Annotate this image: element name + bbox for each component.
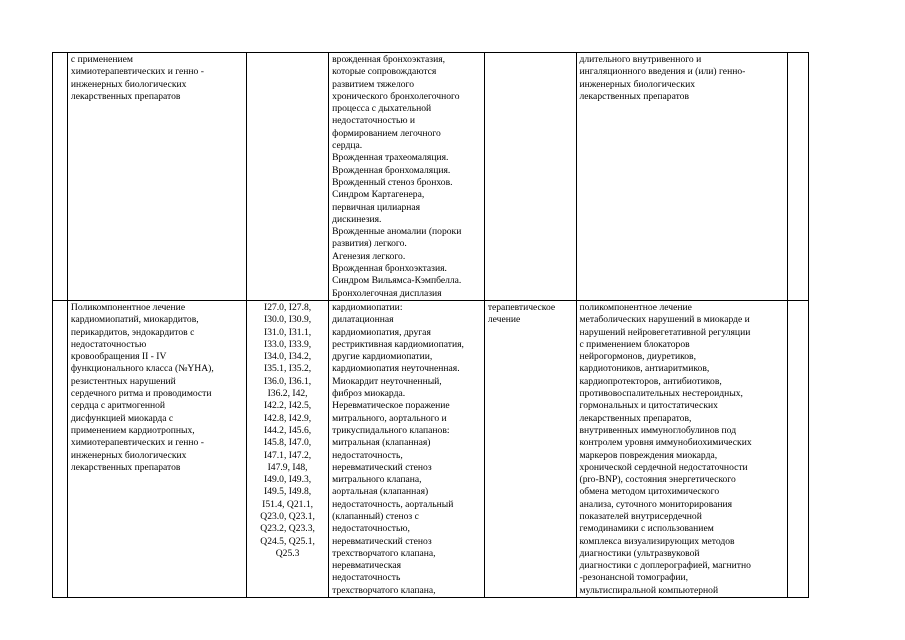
text-line: кардиопротекторов, антибиотиков, xyxy=(579,375,722,387)
text-line: I45.8, I47.0, xyxy=(264,437,312,449)
text-line: лечение xyxy=(487,314,521,326)
text-line: Поликомпонентное лечение xyxy=(70,301,186,313)
text-line: I42.8, I42.9, xyxy=(264,412,312,424)
text-line: Неревматическое поражение xyxy=(332,400,450,412)
text-line: инженерных биологических xyxy=(579,78,696,90)
text-line: лекарственных препаратов xyxy=(70,461,181,473)
text-line: Врожденные аномалии (пороки xyxy=(332,226,462,238)
text-line: (pro-BNP), состояния энергетического xyxy=(579,474,736,486)
text-line: кардиомиопатия, другая xyxy=(332,326,431,338)
icd-codes-cell xyxy=(247,300,329,597)
row-number-cell xyxy=(53,53,68,301)
text-line: внутривенных иммуноглобулинов под xyxy=(579,424,737,436)
text-line: Врожденная бронхомаляция. xyxy=(332,164,451,176)
text-line: комплекса визуализирующих методов xyxy=(579,535,735,547)
text-line: сердца с аритмогенной xyxy=(70,400,166,412)
text-line: трехстворчатого клапана, xyxy=(332,547,436,559)
icd-codes-cell xyxy=(247,53,329,301)
treatment-type-cell xyxy=(484,53,576,301)
text-line: мультиспиральной компьютерной xyxy=(579,584,719,596)
text-line: другие кардиомиопатии, xyxy=(332,351,433,363)
text-line: Врожденная бронхоэктазия. xyxy=(332,263,447,275)
text-line: хронической сердечной недостаточности xyxy=(579,461,748,473)
text-line: кардиомиопатия неуточненная. xyxy=(332,363,460,375)
text-line: Q25.3 xyxy=(275,547,300,559)
description-cell xyxy=(67,53,246,301)
text-line: химиотерапевтических и генно - xyxy=(70,66,204,78)
text-line: дилатационная xyxy=(332,314,394,326)
row-number-cell xyxy=(53,300,68,597)
text-line: I47.1, I47.2, xyxy=(264,449,312,461)
text-line: хронического бронхолегочного xyxy=(332,90,460,102)
method-cell xyxy=(576,53,787,301)
text-line: кардиотоников, антиаритмиков, xyxy=(579,363,710,375)
text-line: -резонансной томографии, xyxy=(579,572,689,584)
text-line: сердца. xyxy=(332,140,363,152)
text-line: I47.9, I48, xyxy=(267,461,308,473)
text-line: формированием легочного xyxy=(332,127,441,139)
text-line: Врожденный стеноз бронхов. xyxy=(332,176,453,188)
text-line: применением кардиотропных, xyxy=(70,424,195,436)
text-line: метаболических нарушений в миокарде и xyxy=(579,314,750,326)
text-line: лекарственных препаратов xyxy=(70,90,181,102)
text-line: неревматический стеноз xyxy=(332,535,432,547)
text-line: противовоспалительных нестероидных, xyxy=(579,388,743,400)
text-line: которые сопровождаются xyxy=(332,66,437,78)
text-line: врожденная бронхоэктазия, xyxy=(332,54,446,65)
text-line: трикуспидального клапанов: xyxy=(332,424,450,436)
text-line: с применением блокаторов xyxy=(579,338,690,350)
text-line: недостаточность xyxy=(332,572,401,584)
text-line: гормональных и цитостатических xyxy=(579,400,718,412)
conditions-cell xyxy=(329,53,485,301)
text-line: диагностики (ультразвуковой xyxy=(579,547,700,559)
text-line: дисфункцией миокарда с xyxy=(70,412,174,424)
extra-cell xyxy=(787,300,808,597)
table-row xyxy=(53,53,809,301)
text-line: недостаточностью, xyxy=(332,523,410,535)
text-line: митрального, аортального и xyxy=(332,412,447,424)
text-line: I35.1, I35.2, xyxy=(264,363,312,375)
text-line: Q23.0, Q23.1, xyxy=(260,510,315,522)
extra-cell xyxy=(787,53,808,301)
text-line: I30.0, I30.9, xyxy=(264,314,312,326)
text-line: митральная (клапанная) xyxy=(332,437,431,449)
text-line: трехстворчатого клапана, xyxy=(332,584,436,596)
text-line: резистентных нарушений xyxy=(70,375,176,387)
text-line: Миокардит неуточненный, xyxy=(332,375,442,387)
text-line: Синдром Вильямса-Кэмпбелла. xyxy=(332,275,462,287)
text-line: Синдром Картагенера, xyxy=(332,189,425,201)
text-line: показателей внутрисердечной xyxy=(579,510,702,522)
text-line: процесса с дыхательной xyxy=(332,103,432,115)
text-line: дискинезия. xyxy=(332,213,382,225)
text-line: нейрогормонов, диуретиков, xyxy=(579,351,696,363)
text-line: нарушений нейровегетативной регуляции xyxy=(579,326,751,338)
text-line: митрального клапана, xyxy=(332,474,422,486)
text-line: I42.2, I42.5, xyxy=(264,400,312,412)
text-line: рестриктивная кардиомиопатия, xyxy=(332,338,464,350)
text-line: кардиомиопатий, миокардитов, xyxy=(70,314,199,326)
text-line: лекарственных препаратов, xyxy=(579,412,692,424)
text-line: неревматическая xyxy=(332,560,402,572)
text-line: I49.0, I49.3, xyxy=(264,474,312,486)
treatment-table xyxy=(52,52,809,598)
text-line: Q23.2, Q23.3, xyxy=(260,523,315,535)
text-line: контролем уровня иммунобиохимических xyxy=(579,437,752,449)
text-line: гемодинамики с использованием xyxy=(579,523,714,535)
text-line: ингаляционного введения и (или) генно- xyxy=(579,66,746,78)
method-cell xyxy=(576,300,787,597)
text-line: диагностики с доплерографией, магнитно xyxy=(579,560,751,572)
text-line: кровообращения II - IV xyxy=(70,351,167,363)
text-line: инженерных биологических xyxy=(70,449,187,461)
text-line: развитием тяжелого xyxy=(332,78,415,90)
text-line: сердечного ритма и проводимости xyxy=(70,388,212,400)
text-line: первичная цилиарная xyxy=(332,201,421,213)
text-line: I36.0, I36.1, xyxy=(264,375,312,387)
text-line: маркеров повреждения миокарда, xyxy=(579,449,718,461)
text-line: I27.0, I27.8, xyxy=(264,301,312,313)
text-line: недостаточностью и xyxy=(332,115,416,127)
text-line: недостаточность, аортальный xyxy=(332,498,454,510)
text-line: терапевтическое xyxy=(487,301,556,313)
text-line: Врожденная трахеомаляция. xyxy=(332,152,449,164)
text-line: недостаточность, xyxy=(332,449,403,461)
text-line: поликомпонентное лечение xyxy=(579,301,692,313)
text-line: развития) легкого. xyxy=(332,238,407,250)
treatment-type-cell xyxy=(484,300,576,597)
text-line: анализа, суточного мониторирования xyxy=(579,498,733,510)
text-line: I49.5, I49.8, xyxy=(264,486,312,498)
text-line: I34.0, I34.2, xyxy=(264,351,312,363)
text-line: Агенезия легкого. xyxy=(332,250,406,262)
conditions-cell xyxy=(329,300,485,597)
text-line: обмена методом цитохимического xyxy=(579,486,720,498)
text-line: функционального класса (№YHA), xyxy=(70,363,214,375)
text-line: Q24.5, Q25.1, xyxy=(260,535,315,547)
text-line: I51.4, Q21.1, xyxy=(262,498,314,510)
text-line: Бронхолегочная дисплазия xyxy=(332,287,442,299)
text-line: I44.2, I45.6, xyxy=(264,424,312,436)
text-line: длительного внутривенного и xyxy=(579,54,702,65)
text-line: I33.0, I33.9, xyxy=(264,338,312,350)
text-line: перикардитов, эндокардитов с xyxy=(70,326,195,338)
text-line: лекарственных препаратов xyxy=(579,90,689,102)
table-row xyxy=(53,300,809,597)
text-line: I31.0, I31.1, xyxy=(264,326,312,338)
text-line: недостаточностью xyxy=(70,338,147,350)
text-line: I36.2, I42, xyxy=(267,388,308,400)
text-line: аортальная (клапанная) xyxy=(332,486,429,498)
text-line: с применением xyxy=(70,54,133,65)
text-line: фиброз миокарда. xyxy=(332,388,406,400)
text-line: химиотерапевтических и генно - xyxy=(70,437,204,449)
text-line: кардиомиопатии: xyxy=(332,301,403,313)
text-line: (клапанный) стеноз с xyxy=(332,510,419,522)
text-line: неревматический стеноз xyxy=(332,461,432,473)
description-cell xyxy=(67,300,246,597)
text-line: инженерных биологических xyxy=(70,78,187,90)
